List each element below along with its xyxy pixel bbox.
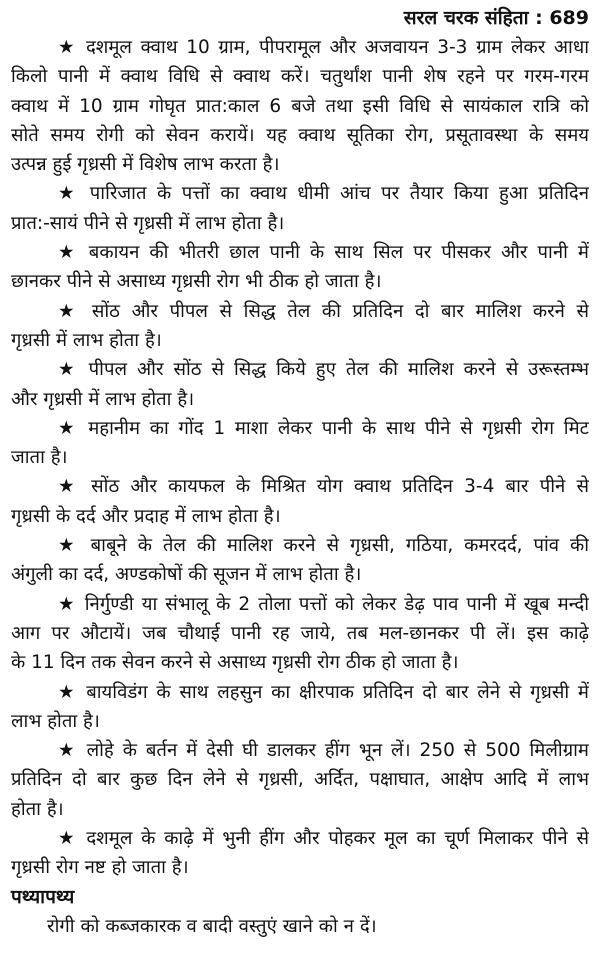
paragraph-line: ★ पारिजात के पत्तों का क्वाथ धीमी आंच पर तैयार किया हुआ प्रतिदिन bbox=[58, 183, 589, 205]
paragraph-line: छानकर पीने से असाध्य गृध्रसी रोग भी ठीक हो जाता है। bbox=[11, 271, 382, 293]
paragraph-line: ★ महानीम का गोंद 1 माशा लेकर पानी के साथ पीने से गृध्रसी रोग मिट bbox=[58, 417, 589, 439]
paragraph-line: प्रात:-सायं पीने से गृध्रसी में लाभ होता है। bbox=[11, 212, 285, 234]
remedy-paragraph bbox=[11, 33, 589, 179]
paragraph-line: ★ दशमूल के काढ़े में भुनी हींग और पोहकर मूल का चूर्ण मिलाकर पीने से bbox=[58, 828, 589, 850]
paragraph-line: किलो पानी में क्वाथ विधि से क्वाथ करें। चतुर्थांश पानी शेष रहने पर गरम-गरम bbox=[11, 66, 589, 88]
remedy-paragraph bbox=[11, 414, 589, 473]
paragraph-line: और गृध्रसी में लाभ होता है। bbox=[11, 388, 195, 410]
remedy-paragraph bbox=[11, 678, 589, 737]
paragraph-line: प्रतिदिन दो बार कुछ दिन लेने से गृध्रसी, अर्दित, पक्षाघात, आक्षेप आदि में लाभ bbox=[11, 769, 589, 791]
remedy-paragraph bbox=[11, 824, 589, 883]
paragraph-line: गृध्रसी रोग नष्ट हो जाता है। bbox=[11, 857, 189, 879]
remedy-paragraph bbox=[11, 297, 589, 356]
remedies-list bbox=[11, 33, 589, 883]
paragraph-line: लाभ होता है। bbox=[11, 710, 100, 732]
paragraph-line: जाता है। bbox=[11, 447, 68, 469]
paragraph-line: सोते समय रोगी को सेवन करायें। यह क्वाथ सूतिका रोग, प्रसूतावस्था के समय bbox=[11, 124, 589, 146]
remedy-paragraph bbox=[11, 238, 589, 297]
section-heading: पथ्यापथ्य bbox=[11, 885, 75, 908]
paragraph-line: ★ दशमूल क्वाथ 10 ग्राम, पीपरामूल और अजवायन 3-3 ग्राम लेकर आधा bbox=[58, 37, 589, 58]
paragraph-line: होता है। bbox=[11, 798, 64, 820]
paragraph-line: गृध्रसी के दर्द और प्रदाह में लाभ होता है। bbox=[11, 505, 281, 527]
section-text: रोगी को कब्जकारक व बादी वस्तुएं खाने को न दें। bbox=[47, 915, 377, 937]
paragraph-line: उत्पन्न हुई गृध्रसी में विशेष लाभ करता है। bbox=[11, 154, 280, 176]
paragraph-line: अंगुली का दर्द, अण्डकोषों की सूजन में लाभ होता है। bbox=[11, 564, 362, 586]
paragraph-line: ★ बाबूने के तेल की मालिश करने से गृध्रसी, गठिया, कमरदर्द, पांव की bbox=[58, 535, 589, 557]
paragraph-line: आग पर औटायें। जब चौथाई पानी रह जाये, तब मल-छानकर पी लें। इस काढ़े bbox=[11, 622, 589, 644]
remedy-paragraph bbox=[11, 179, 589, 238]
paragraph-line: गृध्रसी में लाभ होता है। bbox=[11, 329, 162, 351]
paragraph-line: ★ सोंठ और कायफल के मिश्रित योग क्वाथ प्रतिदिन 3-4 बार पीने से bbox=[58, 476, 589, 498]
paragraph-line: ★ बायविडंग के साथ लहसुन का क्षीरपाक प्रतिदिन दो बार लेने से गृध्रसी में bbox=[58, 681, 589, 703]
book-page bbox=[11, 4, 589, 941]
remedy-paragraph bbox=[11, 355, 589, 414]
remedy-paragraph bbox=[11, 531, 589, 590]
paragraph-line: ★ निर्गुण्डी या संभालू के 2 तोला पत्तों को लेकर डेढ़ पाव पानी में खूब मन्दी bbox=[58, 593, 589, 615]
running-header: सरल चरक संहिता : 689 bbox=[403, 7, 589, 29]
paragraph-line: क्वाथ में 10 ग्राम गोघृत प्रात:काल 6 बजे तथा इसी विधि से सायंकाल रात्रि को bbox=[11, 95, 589, 117]
paragraph-line: ★ सोंठ और पीपल से सिद्ध तेल की प्रतिदिन दो बार मालिश करने से bbox=[58, 300, 589, 322]
paragraph-line: ★ बकायन की भीतरी छाल पानी के साथ सिल पर पीसकर और पानी में bbox=[58, 242, 589, 264]
paragraph-line: के 11 दिन तक सेवन करने से असाध्य गृध्रसी रोग ठीक हो जाता है। bbox=[11, 652, 459, 674]
paragraph-line: ★ पीपल और सोंठ से सिद्ध किये हुए तेल की मालिश करने से उरूस्तम्भ bbox=[58, 359, 589, 381]
remedy-paragraph bbox=[11, 590, 589, 678]
remedy-paragraph bbox=[11, 472, 589, 531]
remedy-paragraph bbox=[11, 736, 589, 824]
paragraph-line: ★ लोहे के बर्तन में देसी घी डालकर हींग भून लें। 250 से 500 मिलीग्राम bbox=[58, 740, 589, 762]
